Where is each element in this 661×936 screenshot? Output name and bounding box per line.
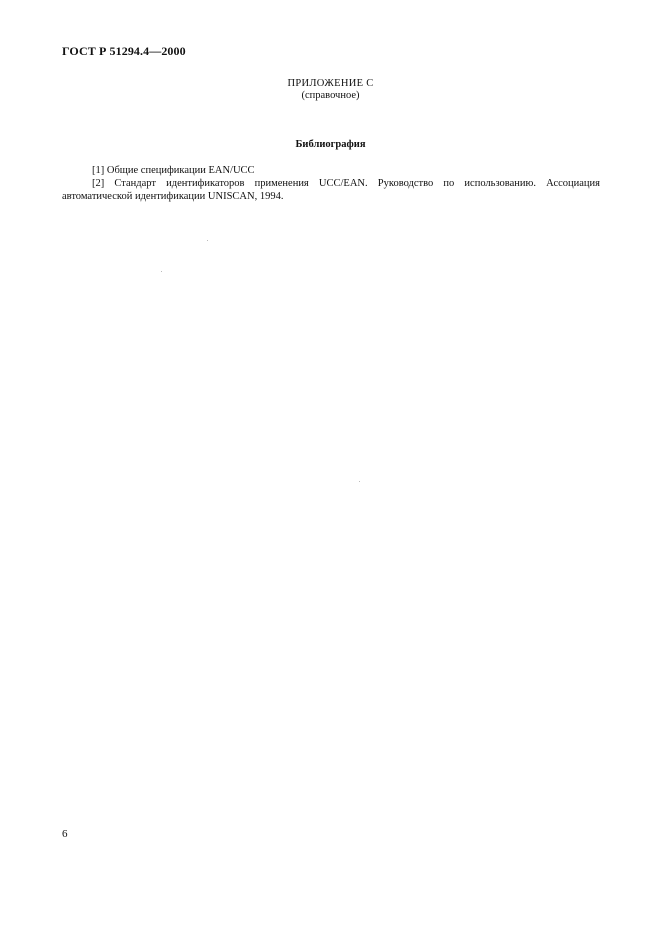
scan-speck — [161, 271, 162, 272]
bibliography-item: [1] Общие спецификации EAN/UCC — [92, 165, 255, 176]
page-number: 6 — [62, 828, 68, 840]
scan-speck — [207, 240, 208, 241]
bibliography-heading: Библиография — [295, 139, 366, 150]
bibliography-item: [2] Стандарт идентификаторов применения UCC/EAN. Руководство по использованию. Ассоциация автоматической идентификации UNISCAN, 1994. — [62, 178, 600, 202]
appendix-subtitle: (справочное) — [301, 90, 360, 101]
appendix-title: ПРИЛОЖЕНИЕ С — [287, 78, 374, 89]
document-code: ГОСТ Р 51294.4—2000 — [62, 44, 186, 58]
bibliography-list — [62, 164, 600, 203]
scan-speck — [359, 481, 360, 482]
